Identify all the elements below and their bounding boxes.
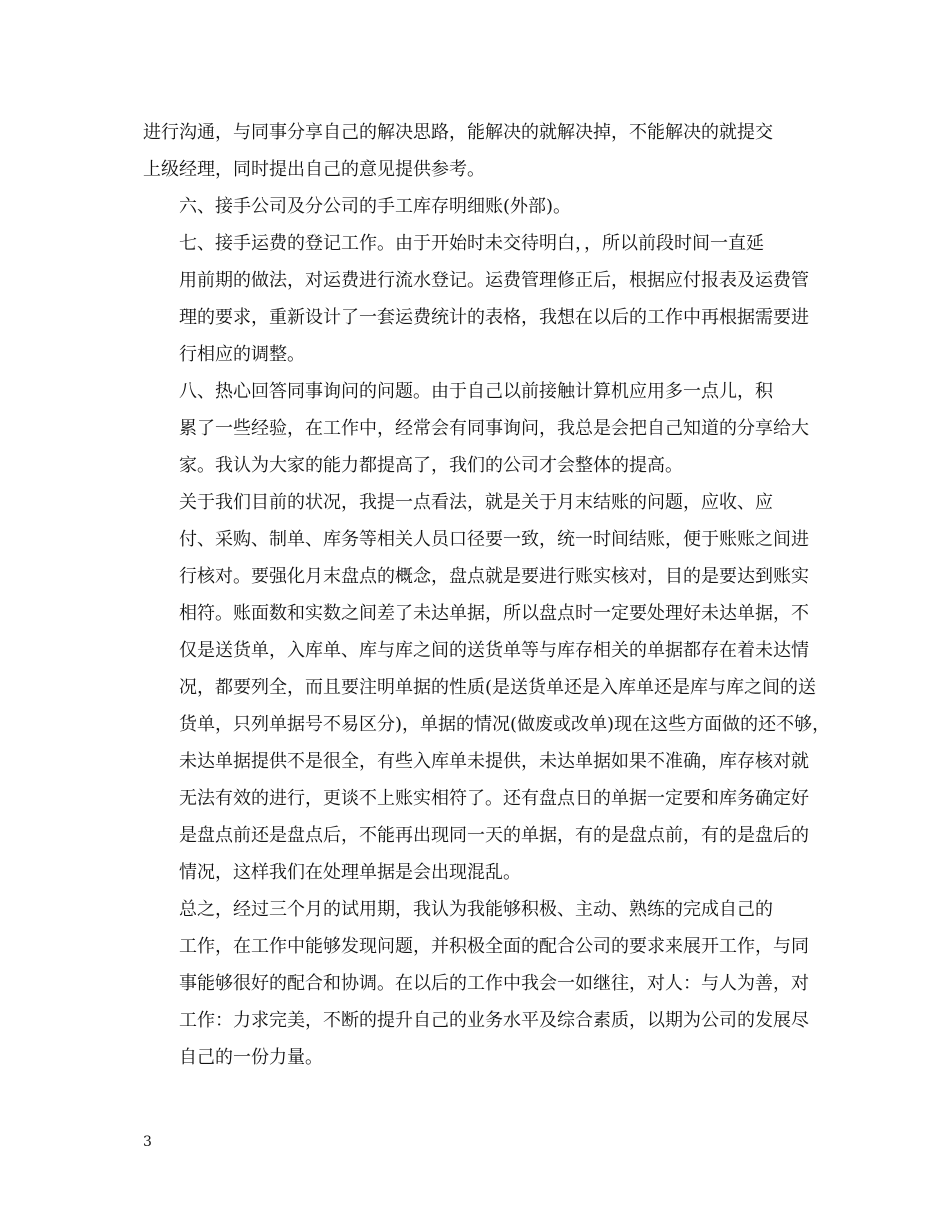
text-line: 情况，这样我们在处理单据是会出现混乱。 bbox=[179, 862, 521, 883]
text-line: 八、热心回答同事询问的问题。由于自己以前接触计算机应用多一点儿，积 bbox=[179, 381, 773, 402]
text-line: 事能够很好的配合和协调。在以后的工作中我会一如继往，对人：与人为善，对 bbox=[179, 973, 809, 994]
text-line: 相符。账面数和实数之间差了未达单据，所以盘点时一定要处理好未达单据，不 bbox=[179, 603, 809, 624]
document-body bbox=[143, 114, 831, 1076]
text-line: 家。我认为大家的能力都提高了，我们的公司才会整体的提高。 bbox=[179, 455, 683, 476]
text-line: 货单，只列单据号不易区分)，单据的情况(做废或改单)现在这些方面做的还不够， bbox=[179, 714, 831, 735]
paragraph-1 bbox=[143, 114, 808, 188]
text-line: 理的要求，重新设计了一套运费统计的表格，我想在以后的工作中再根据需要进 bbox=[179, 307, 809, 328]
text-line: 总之，经过三个月的试用期，我认为我能够积极、主动、熟练的完成自己的 bbox=[179, 899, 773, 920]
text-line: 行相应的调整。 bbox=[179, 344, 305, 365]
paragraph-4 bbox=[143, 373, 808, 484]
text-line: 仅是送货单，入库单、库与库之间的送货单等与库存相关的单据都存在着未达情 bbox=[179, 640, 809, 661]
paragraph-2 bbox=[143, 188, 808, 225]
text-line: 累了一些经验，在工作中，经常会有同事询问，我总是会把自己知道的分享给大 bbox=[179, 418, 809, 439]
text-line: 行核对。要强化月末盘点的概念，盘点就是要进行账实核对，目的是要达到账实 bbox=[179, 566, 809, 587]
text-line: 进行沟通，与同事分享自己的解决思路，能解决的就解决掉，不能解决的就提交 bbox=[143, 122, 773, 143]
text-line: 六、接手公司及分公司的手工库存明细账(外部)。 bbox=[179, 196, 572, 217]
text-line: 工作，在工作中能够发现问题，并积极全面的配合公司的要求来展开工作，与同 bbox=[179, 936, 809, 957]
text-line: 用前期的做法，对运费进行流水登记。运费管理修正后，根据应付报表及运费管 bbox=[179, 270, 809, 291]
text-line: 七、接手运费的登记工作。由于开始时未交待明白，，所以前段时间一直延 bbox=[179, 233, 764, 254]
text-line: 无法有效的进行，更谈不上账实相符了。还有盘点日的单据一定要和库务确定好 bbox=[179, 788, 809, 809]
text-line: 未达单据提供不是很全，有些入库单未提供，未达单据如果不准确，库存核对就 bbox=[179, 751, 809, 772]
text-line: 上级经理，同时提出自己的意见提供参考。 bbox=[143, 159, 485, 180]
paragraph-6 bbox=[143, 891, 808, 1076]
page-number: 3 bbox=[143, 1134, 152, 1150]
text-line: 自己的一份力量。 bbox=[179, 1047, 323, 1068]
text-line: 付、采购、制单、库务等相关人员口径要一致，统一时间结账，便于账账之间进 bbox=[179, 529, 809, 550]
paragraph-5 bbox=[143, 484, 831, 891]
text-line: 况，都要列全，而且要注明单据的性质(是送货单还是入库单还是库与库之间的送 bbox=[179, 677, 817, 698]
text-line: 是盘点前还是盘点后，不能再出现同一天的单据，有的是盘点前，有的是盘后的 bbox=[179, 825, 809, 846]
paragraph-3 bbox=[143, 225, 808, 373]
text-line: 工作：力求完美，不断的提升自己的业务水平及综合素质，以期为公司的发展尽 bbox=[179, 1010, 809, 1031]
text-line: 关于我们目前的状况，我提一点看法，就是关于月末结账的问题，应收、应 bbox=[179, 492, 773, 513]
